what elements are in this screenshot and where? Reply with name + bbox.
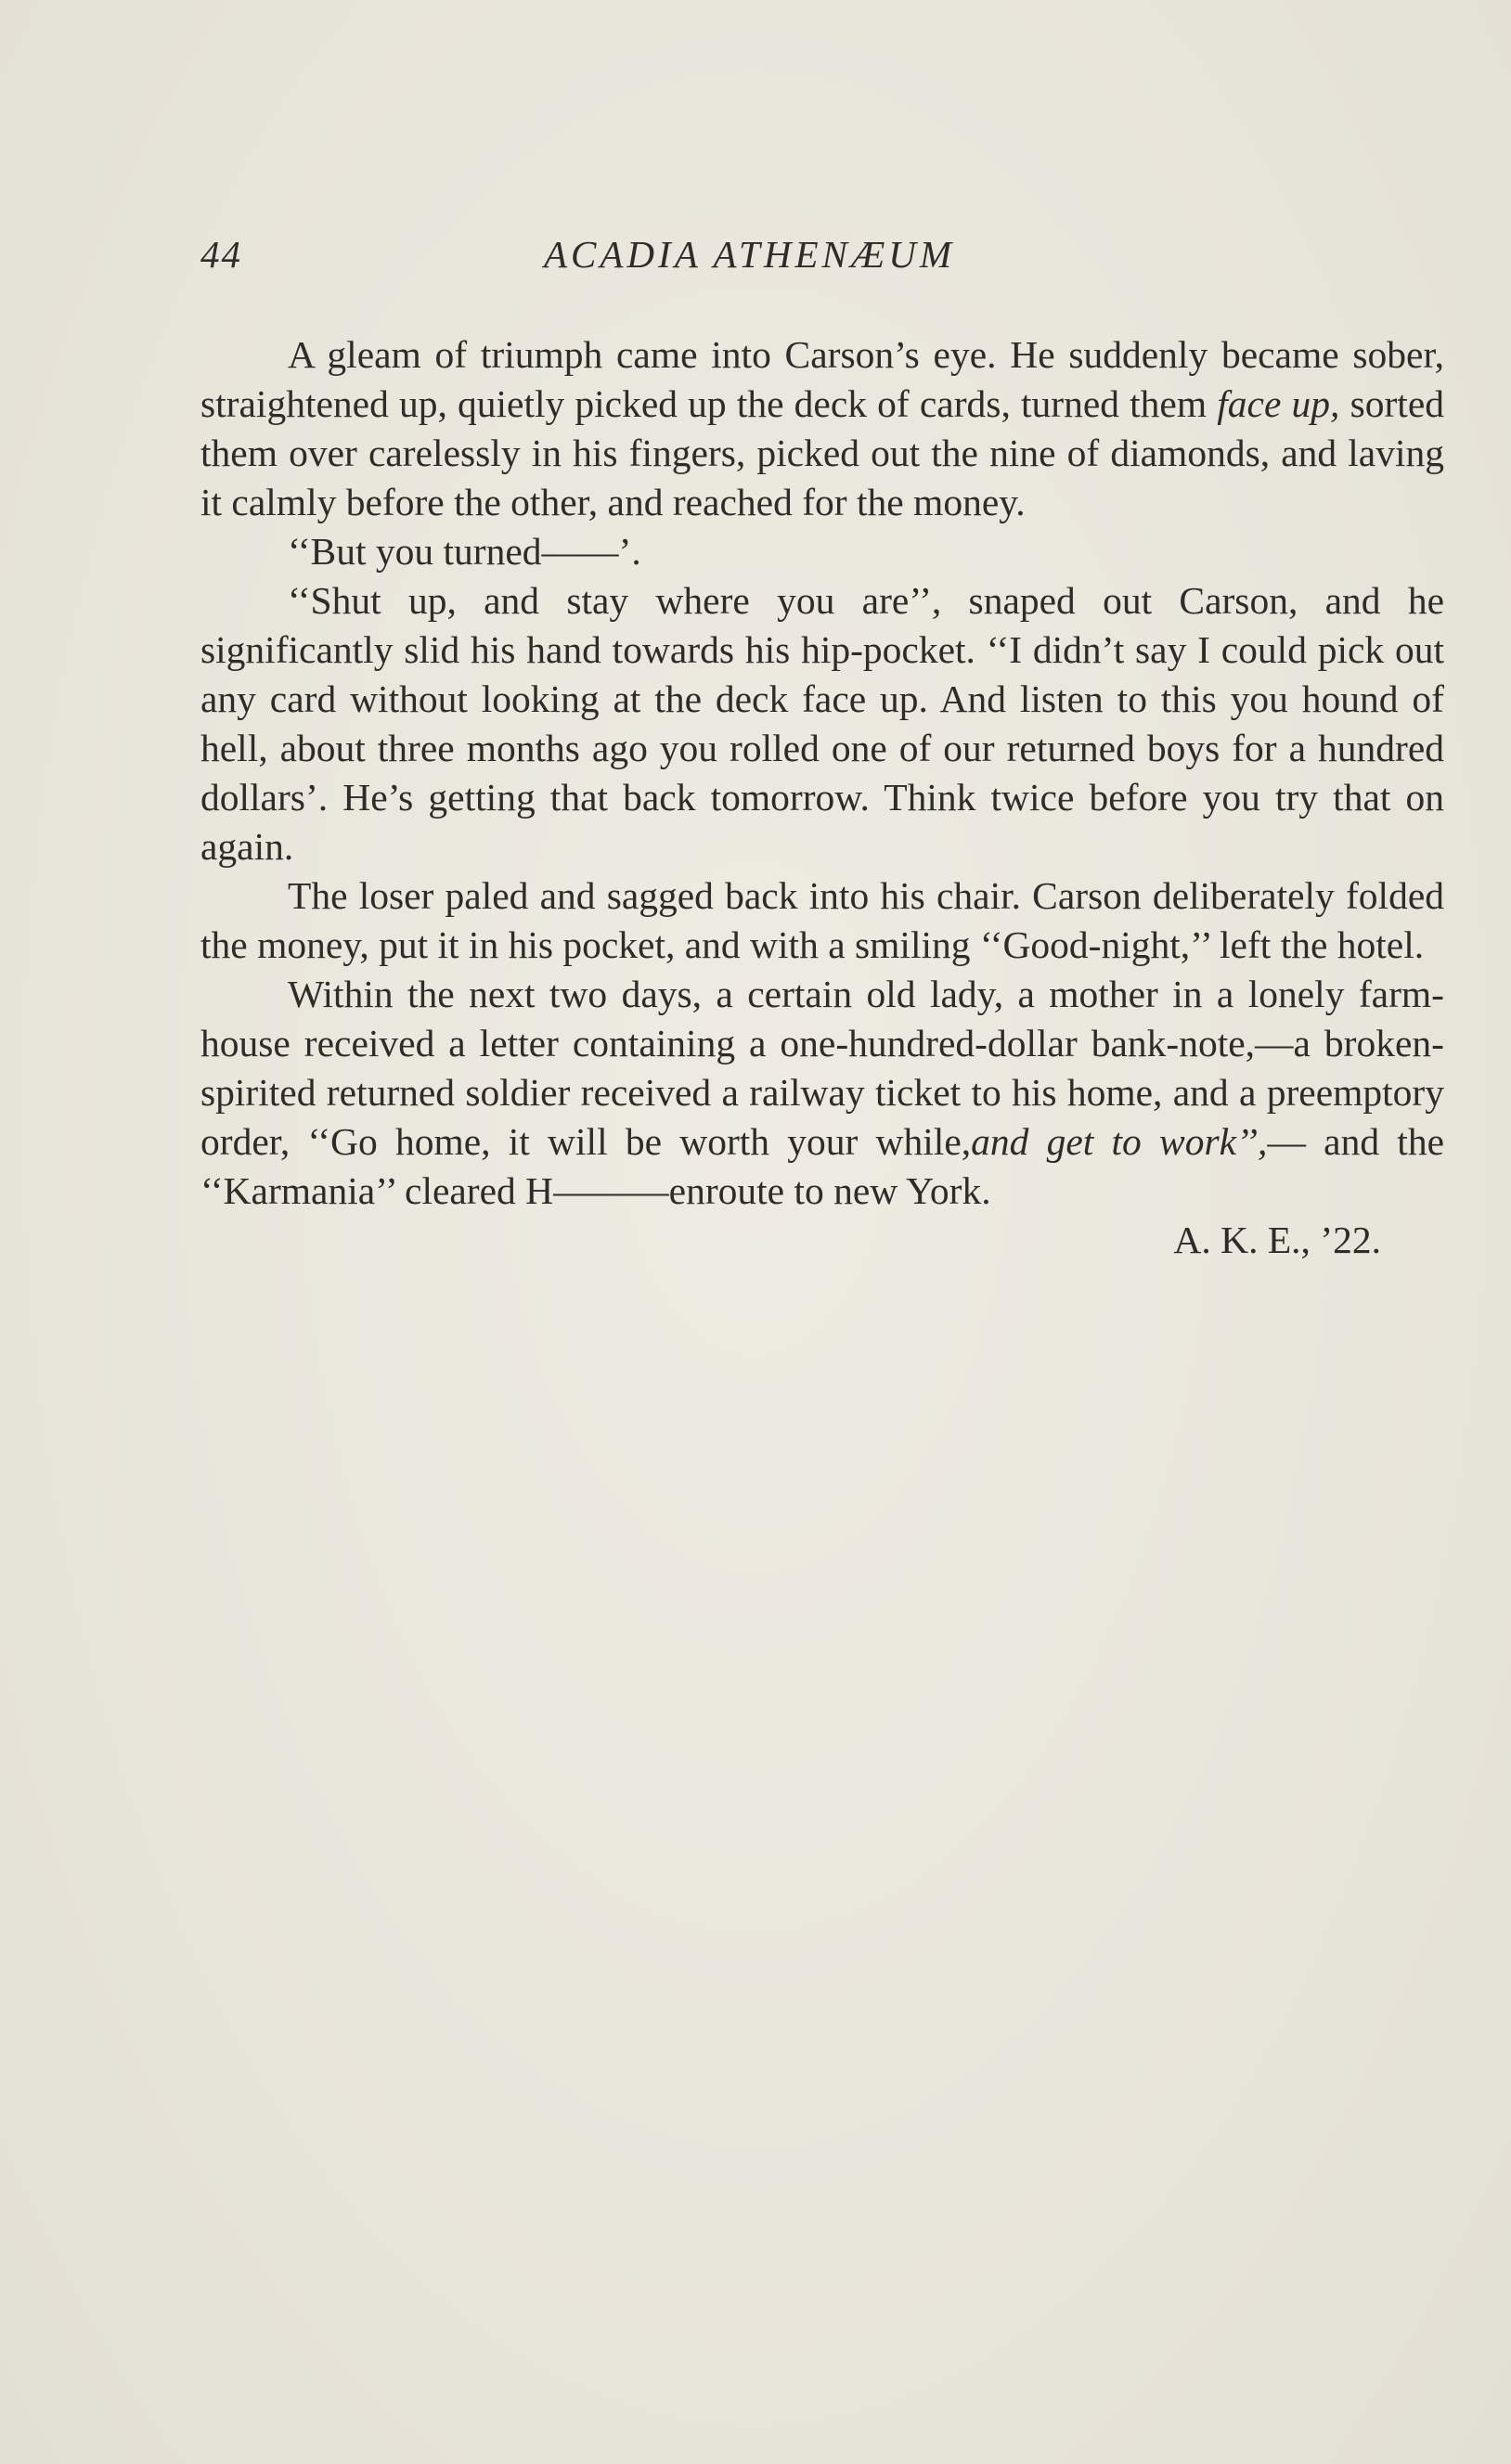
paragraph-4: The loser paled and sagged back into his chair. Carson deliberately folded the money, put it in his pocket, and with a smiling ‘‘Good-night,’’ left the hotel. [200,874,1444,966]
page-number: 44 [200,233,242,276]
paragraph-2: ‘‘But you turned——’. [288,530,641,573]
paragraph-5-emphasis: and get to work’’, [971,1120,1268,1163]
page-header [200,232,1444,288]
paragraph-5 [200,970,1444,1216]
article-body [200,330,1444,1265]
running-head: ACADIA ATHENÆUM [544,233,956,276]
paragraph-3: ‘‘Shut up, and stay where you are’’, snaped out Carson, and he significantly slid his hand towards his hip-pocket. ‘‘I didn’t say I could pick out any card without looking at the deck face up. And listen to this you hound of hell, about three months ago you rolled one of our returned boys for a hundred dollars’. He’s getting that back tomorrow. Think twice before you try that on again. [200,579,1444,868]
paragraph-1 [200,330,1444,527]
paragraph-1-emphasis: face up, [1217,382,1340,425]
paragraph-5-text-b: — and the ‘‘Karmania’’ cleared H———enroute to new York. [200,1120,1444,1212]
author-signature: A. K. E., ’22. [1173,1219,1381,1261]
paragraph-1-text-a: A gleam of triumph came into Carson’s eye. He suddenly became sober, straightened up, quietly picked up the deck of cards, turned them [200,333,1444,425]
paragraph-1-text-b: sorted them over carelessly in his fingers, picked out the nine of diamonds, and laving it calmly before the other, and reached for the money. [200,382,1445,523]
paragraph-5-text-a: Within the next two days, a certain old lady, a mother in a lonely farm-house received a letter containing a one-hundred-dollar bank-note,—a broken-spirited returned soldier received a railway ticket to his home, and a preemptory order, ‘‘Go home, it will be worth your while, [200,973,1444,1163]
